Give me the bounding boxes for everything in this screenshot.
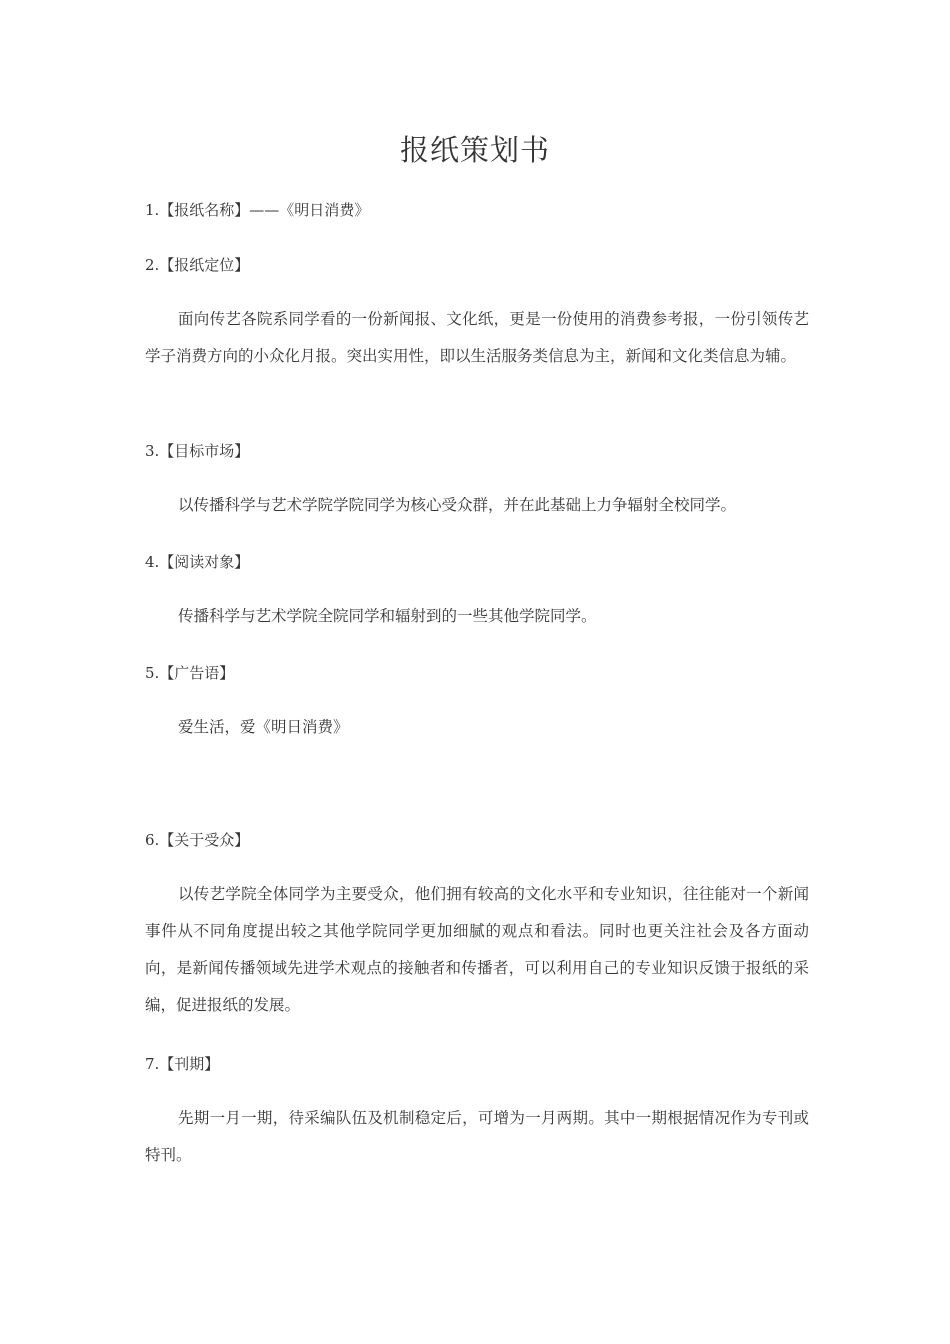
section-7-body: 先期一月一期，待采编队伍及机制稳定后，可增为一月两期。其中一期根据情况作为专刊或特刊。 (145, 1109, 809, 1164)
section-2-heading: 2.【报纸定位】 (145, 256, 250, 274)
section-6-heading: 6.【关于受众】 (145, 831, 250, 849)
section-3-body: 以传播科学与艺术学院学院同学为核心受众群，并在此基础上力争辐射全校同学。 (178, 496, 737, 514)
section-6-body: 以传艺学院全体同学为主要受众，他们拥有较高的文化水平和专业知识，往往能对一个新闻事件从不同角度提出较之其他学院同学更加细腻的观点和看法。同时也更关注社会及各方面动向，是新闻传播领域先进学术观点的接触者和传播者，可以利用自己的专业知识反馈于报纸的采编，促进报纸的发展。 (145, 885, 809, 1014)
section-4-heading: 4.【阅读对象】 (145, 553, 250, 571)
section-3-heading: 3.【目标市场】 (145, 442, 250, 460)
section-2-body: 面向传艺各院系同学看的一份新闻报、文化纸，更是一份使用的消费参考报，一份引领传艺学子消费方向的小众化月报。突出实用性，即以生活服务类信息为主，新闻和文化类信息为辅。 (145, 310, 809, 365)
section-1-heading: 1.【报纸名称】——《明日消费》 (145, 201, 370, 219)
document-title: 报纸策划书 (399, 133, 550, 167)
section-7-heading: 7.【刊期】 (145, 1055, 220, 1073)
section-4-body: 传播科学与艺术学院全院同学和辐射到的一些其他学院同学。 (178, 607, 597, 625)
section-5-heading: 5.【广告语】 (145, 664, 235, 682)
section-5-body: 爱生活，爱《明日消费》 (178, 718, 349, 736)
